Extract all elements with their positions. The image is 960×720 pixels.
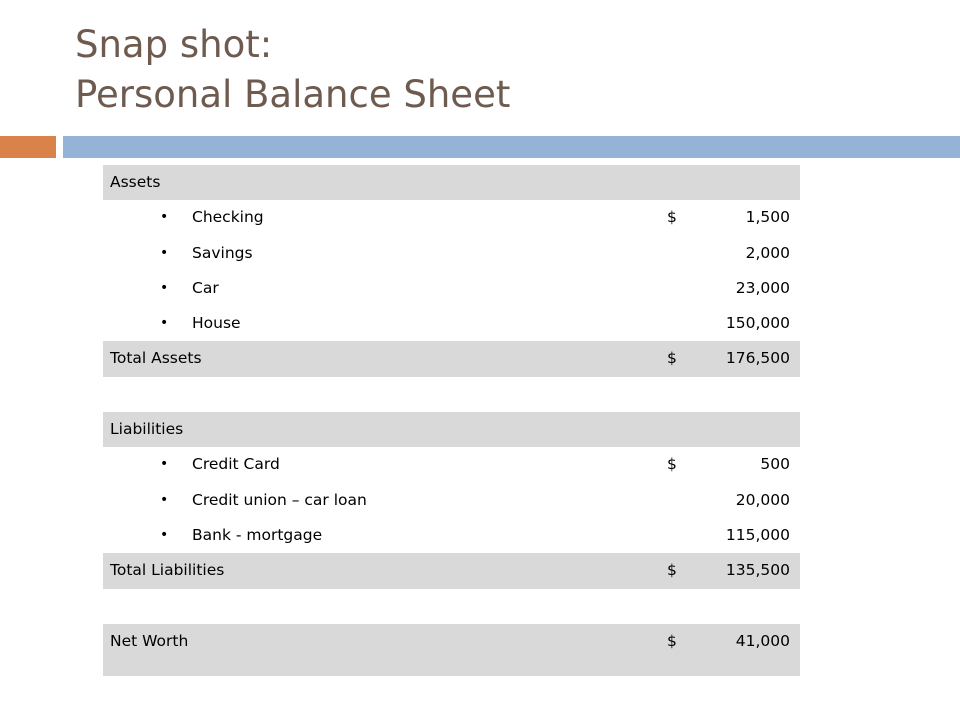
asset-label: House: [192, 314, 241, 333]
total-assets-currency: $: [667, 349, 677, 368]
total-liabilities-currency: $: [667, 561, 677, 580]
liability-row-credit-card: [103, 447, 800, 482]
asset-row-house: [103, 306, 800, 341]
liability-label: Credit union – car loan: [192, 490, 367, 509]
asset-amount: 150,000: [725, 314, 790, 333]
total-liabilities-row: [103, 553, 800, 588]
liabilities-heading-row: [103, 412, 800, 447]
bullet-icon: •: [160, 526, 169, 543]
asset-row-savings: [103, 236, 800, 271]
liability-row-mortgage: [103, 518, 800, 553]
bullet-icon: •: [160, 244, 169, 261]
spacer-row: [103, 589, 800, 624]
accent-bar-orange: [0, 136, 56, 158]
liability-currency: $: [667, 455, 677, 474]
total-assets-row: [103, 341, 800, 376]
assets-heading-row: [103, 165, 800, 200]
assets-heading: Assets: [110, 173, 161, 191]
spacer-row: [103, 377, 800, 412]
asset-label: Car: [192, 278, 219, 297]
total-assets-amount: 176,500: [725, 349, 790, 368]
liability-amount: 500: [760, 455, 790, 474]
asset-currency: $: [667, 208, 677, 227]
bullet-icon: •: [160, 279, 169, 296]
page-title: [75, 20, 510, 120]
asset-row-car: [103, 271, 800, 306]
net-worth-amount: 41,000: [735, 631, 790, 650]
asset-amount: 1,500: [745, 208, 790, 227]
asset-amount: 2,000: [745, 243, 790, 262]
asset-label: Checking: [192, 208, 264, 227]
total-liabilities-amount: 135,500: [725, 561, 790, 580]
bullet-icon: •: [160, 456, 169, 473]
total-liabilities-label: Total Liabilities: [110, 561, 225, 580]
accent-bar-blue: [63, 136, 960, 158]
net-worth-row: [103, 624, 800, 676]
net-worth-currency: $: [667, 631, 677, 650]
liability-label: Credit Card: [192, 455, 280, 474]
asset-row-checking: [103, 200, 800, 235]
bullet-icon: •: [160, 315, 169, 332]
liabilities-heading: Liabilities: [110, 420, 184, 439]
bullet-icon: •: [160, 209, 169, 226]
net-worth-label: Net Worth: [110, 631, 189, 650]
title-line-2: Personal Balance Sheet: [75, 73, 511, 116]
title-line-1: Snap shot:: [75, 23, 273, 66]
asset-amount: 23,000: [735, 278, 790, 297]
total-assets-label: Total Assets: [110, 349, 202, 368]
bullet-icon: •: [160, 491, 169, 508]
balance-sheet-table: [103, 165, 800, 676]
liability-amount: 20,000: [735, 490, 790, 509]
asset-label: Savings: [192, 243, 253, 262]
liability-amount: 115,000: [725, 525, 790, 544]
liability-label: Bank - mortgage: [192, 525, 323, 544]
liability-row-car-loan: [103, 483, 800, 518]
